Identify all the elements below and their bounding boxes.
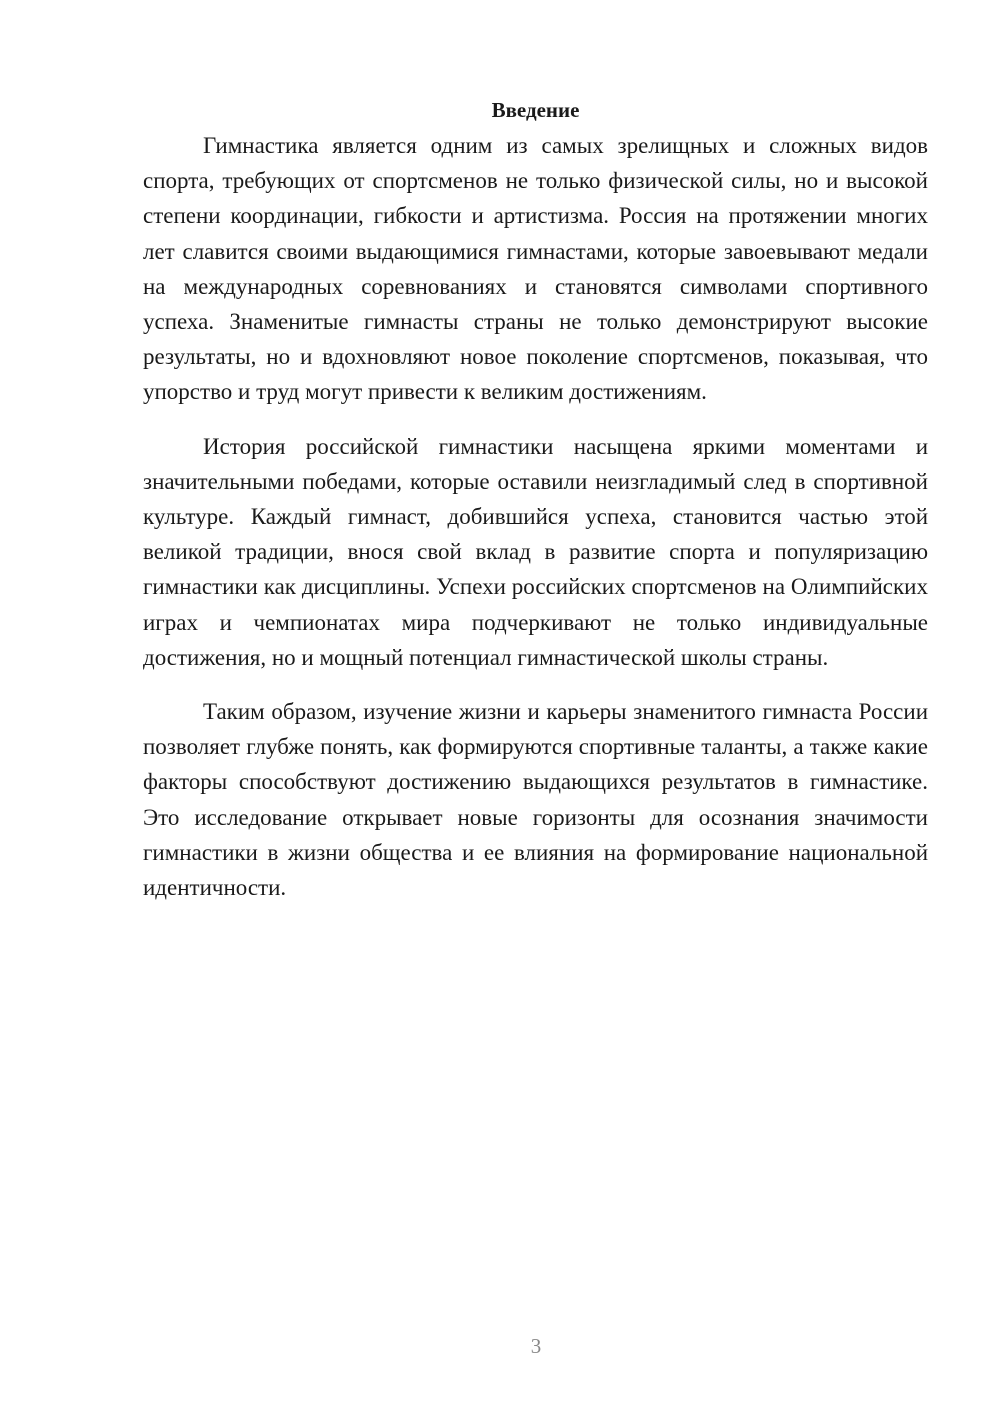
paragraph-3: Таким образом, изучение жизни и карьеры знаменитого гимнаста России позволяет глубже понять, как формируются спортивные таланты, а также какие факторы способствуют достижению выдающихся результатов в гимнастике. Это исследование открывает новые горизонты для осознания значимости гимнастики в жизни общества и ее влияния на формирование национальной идентичности.	[143, 699, 928, 901]
section-heading: Введение	[491, 98, 580, 122]
paragraph-1: Гимнастика является одним из самых зрелищных и сложных видов спорта, требующих от спортсменов не только физической силы, но и высокой степени координации, гибкости и артистизма. Россия на протяжении многих лет славится своими выдающимися гимнастами, которые завоевывают медали на международных соревнованиях и становятся символами спортивного успеха. Знаменитые гимнасты страны не только демонстрируют высокие результаты, но и вдохновляют новое поколение спортсменов, показывая, что упорство и труд могут привести к великим достижениям.	[143, 133, 928, 405]
paragraph-2: История российской гимнастики насыщена яркими моментами и значительными победами, которые оставили неизгладимый след в спортивной культуре. Каждый гимнаст, добившийся успеха, становится частью этой великой традиции, внося свой вклад в развитие спорта и популяризацию гимнастики как дисциплины. Успехи российских спортсменов на Олимпийских играх и чемпионатах мира подчеркивают не только индивидуальные достижения, но и мощный потенциал гимнастической школы страны.	[143, 433, 928, 670]
page-number: 3	[530, 1334, 542, 1358]
page-content	[143, 92, 928, 924]
